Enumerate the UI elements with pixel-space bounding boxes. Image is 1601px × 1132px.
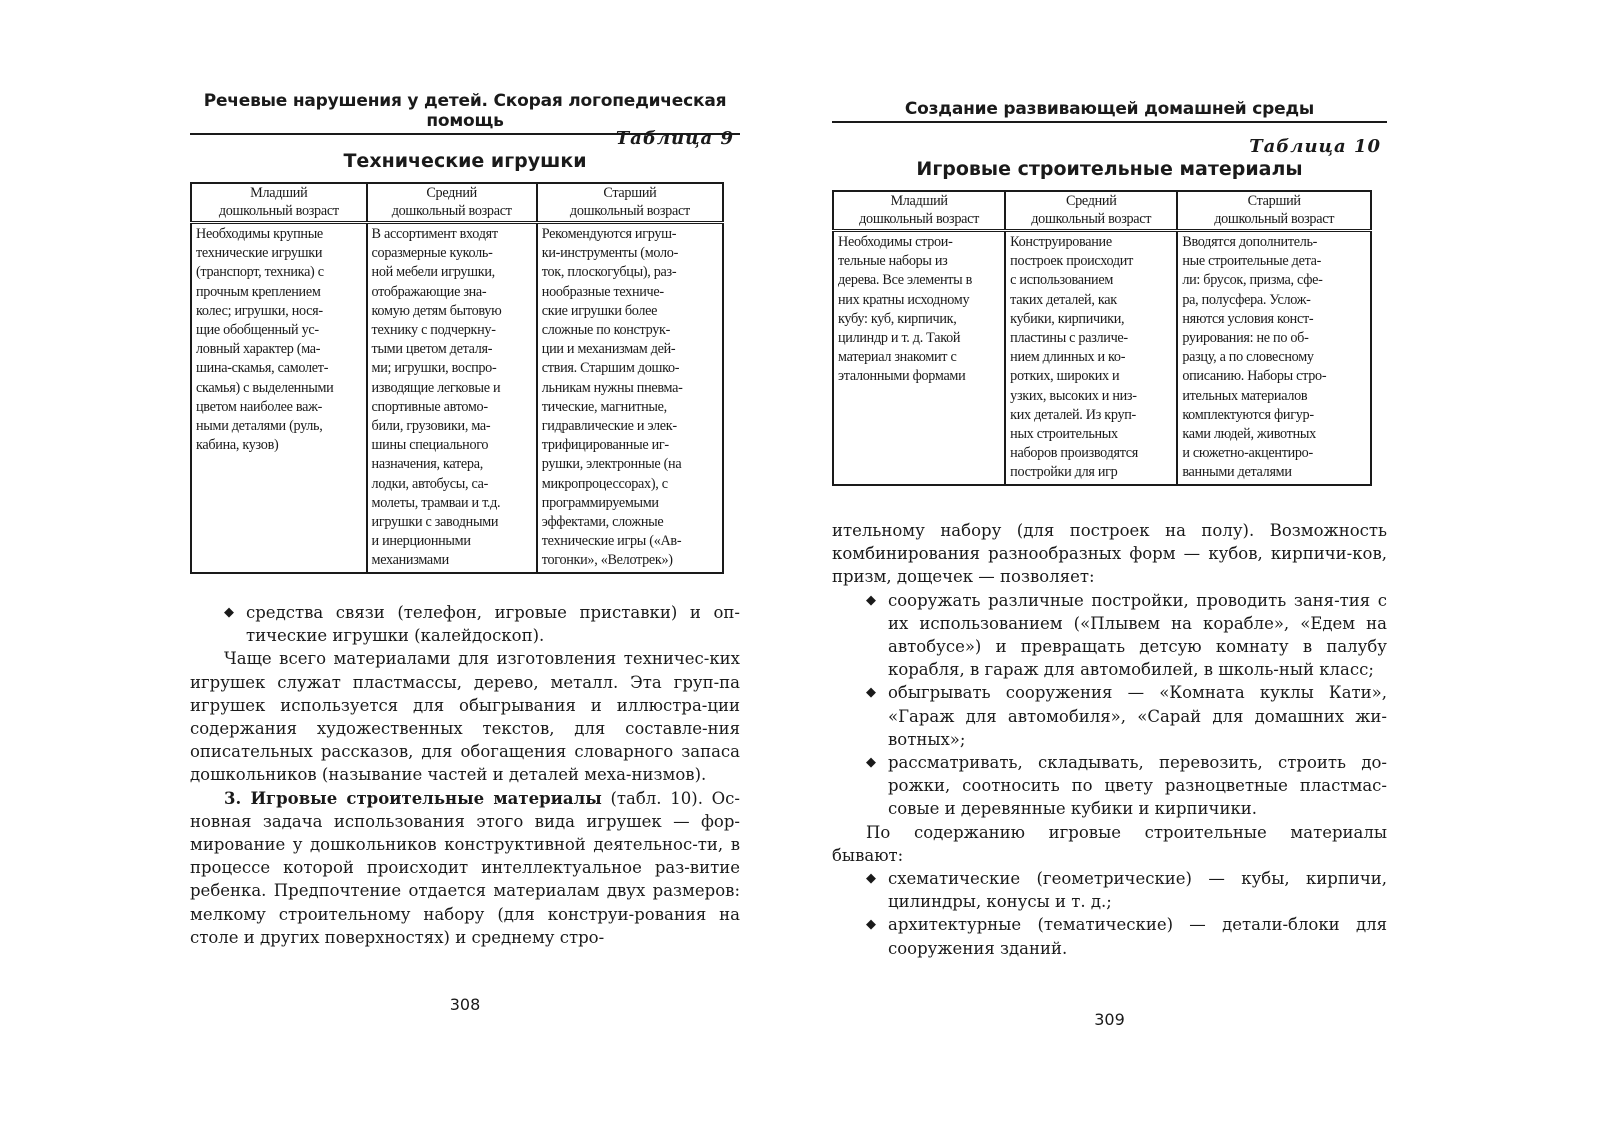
- body-text: [832, 519, 1387, 960]
- table-row: [191, 223, 723, 573]
- table-title: Технические игрушки: [343, 150, 587, 172]
- bullet-diamond-icon: ◆: [866, 592, 876, 608]
- bullet-list: [832, 867, 1387, 960]
- paragraph: По содержанию игровые строительные материалы бывают:: [832, 822, 1387, 865]
- running-head: Речевые нарушения у детей. Скорая логопедическая помощь: [190, 91, 740, 135]
- cell-middle-age: Конструирование построек происходит с использованием таких деталей, как кубики, кирпичики, пластины с различе- нием длинных и ко- ротких, широких и узких, высоких и низ- ких деталей. Из круп- ных строительных наборов производятся постройки для игр: [1005, 231, 1177, 485]
- table-number: Таблица 9: [615, 128, 734, 149]
- header-senior-age: Старший дошкольный возраст: [537, 183, 723, 223]
- paragraph: [190, 787, 740, 949]
- paragraph-text: (табл. 10). Ос-новная задача использования этого вида игрушек — фор-мирование у дошкольников конструктивной деятельнос-ти, в процессе которой происходит интеллектуальное раз-витие ребенка. Предпочтение отдается материалам двух размеров: мелкому строительному набору (для конструи-рования на столе и других поверхностях) и среднему стро-: [190, 788, 740, 947]
- list-item-text: средства связи (телефон, игровые приставки) и оп-тические игрушки (калейдоскоп).: [246, 603, 740, 646]
- paragraph: Чаще всего материалами для изготовления техничес-ких игрушек служат пластмассы, дерево, металл. Эта груп-па игрушек используется для обыгрывания и иллюстра-ции содержания художественных текстов, для составле-ния описательных рассказов, для обогащения словарного запаса дошкольников (называние частей и деталей меха-низмов).: [190, 649, 740, 785]
- bullet-list: [832, 589, 1387, 821]
- table-row: [833, 231, 1371, 485]
- header-junior-age: Младший дошкольный возраст: [191, 183, 367, 223]
- list-item-text: рассматривать, складывать, перевозить, строить до-рожки, соотносить по цвету разноцветные пластмас-совые и деревянные кубики и кирпичики.: [888, 753, 1387, 819]
- list-item: [832, 913, 1387, 959]
- paragraph: ительному набору (для построек на полу). Возможность комбинирования разнообразных форм — кубов, кирпичи-ков, призм, дощечек — позволяет:: [832, 521, 1387, 587]
- bullet-diamond-icon: ◆: [866, 755, 876, 771]
- table-number: Таблица 10: [1249, 136, 1381, 157]
- page-number: 308: [449, 995, 481, 1014]
- table-header-row: [191, 183, 723, 223]
- list-item-text: обыгрывать сооружения — «Комната куклы Кати», «Гараж для автомобиля», «Сарай для домашних жи-вотных»;: [888, 683, 1387, 749]
- bullet-diamond-icon: ◆: [866, 917, 876, 933]
- bullet-diamond-icon: ◆: [866, 685, 876, 701]
- page-number: 309: [1094, 1010, 1125, 1029]
- cell-junior-age: Необходимы строи- тельные наборы из дерева. Все элементы в них кратны исходному кубу: куб, кирпичик, цилиндр и т. д. Такой материал знакомит с эталонными формами: [833, 231, 1005, 485]
- list-item: [832, 751, 1387, 821]
- section-heading-inline: 3. Игровые строительные материалы: [224, 788, 602, 808]
- table-title: Игровые строительные материалы: [916, 158, 1303, 180]
- header-senior-age: Старший дошкольный возраст: [1177, 191, 1371, 231]
- bullet-diamond-icon: ◆: [866, 871, 876, 887]
- cell-middle-age: В ассортимент входят соразмерные куколь- ной мебели игрушки, отображающие зна- комую детям бытовую технику с подчеркну- тыми цветом деталя- ми; игрушки, воспро- изводящие легковые и спортивные автомо- били, грузовики, ма- шины специального назначения, катера, лодки, автобусы, са- молеты, трамваи и т.д. игрушки с заводными и инерционными механизмами: [367, 223, 537, 573]
- list-item: [190, 601, 740, 647]
- header-middle-age: Средний дошкольный возраст: [367, 183, 537, 223]
- table-header-row: [833, 191, 1371, 231]
- header-junior-age: Младший дошкольный возраст: [833, 191, 1005, 231]
- running-head: Создание развивающей домашней среды: [832, 99, 1387, 123]
- cell-junior-age: Необходимы крупные технические игрушки (транспорт, техника) с прочным креплением колес; игрушки, нося- щие обобщенный ус- ловный характер (ма- шина-скамья, самолет- скамья) с выделенными цветом наиболее важ- ными деталями (руль, кабина, кузов): [191, 223, 367, 573]
- cell-senior-age: Вводятся дополнитель- ные строительные дета- ли: брусок, призма, сфе- ра, полусфера. Услож- няются условия конст- руирования: не по об- разцу, а по словесному описанию. Наборы стро- ительных материалов комплектуются фигур- ками людей, животных и сюжетно-акцентиро- ванными деталями: [1177, 231, 1371, 485]
- table-technical-toys: [190, 182, 724, 574]
- body-text: [190, 601, 740, 949]
- table-building-materials: [832, 190, 1372, 486]
- list-item: [832, 589, 1387, 682]
- cell-senior-age: Рекомендуются игруш- ки-инструменты (моло- ток, плоскогубцы), раз- нообразные техниче- ские игрушки более сложные по конструк- ции и механизмам дей- ствия. Старшим дошко- льникам нужны пневма- тические, магнитные, гидравлические и элек- трифицированные иг- рушки, электронные (на микропроцессорах), с программируемыми эффектами, сложные технические игры («Ав- тогонки», «Велотрек»): [537, 223, 723, 573]
- list-item-text: архитектурные (тематические) — детали-блоки для сооружения зданий.: [888, 915, 1387, 958]
- header-middle-age: Средний дошкольный возраст: [1005, 191, 1177, 231]
- bullet-list: [190, 601, 740, 647]
- list-item: [832, 681, 1387, 751]
- list-item: [832, 867, 1387, 913]
- list-item-text: схематические (геометрические) — кубы, кирпичи, цилиндры, конусы и т. д.;: [888, 869, 1387, 912]
- list-item-text: сооружать различные постройки, проводить заня-тия с их использованием («Плывем на корабле», «Едем на автобусе») и превращать детсую комнату в палубу корабля, в гараж для автомобилей, в школь-ный класс;: [888, 590, 1387, 680]
- bullet-diamond-icon: ◆: [224, 605, 234, 620]
